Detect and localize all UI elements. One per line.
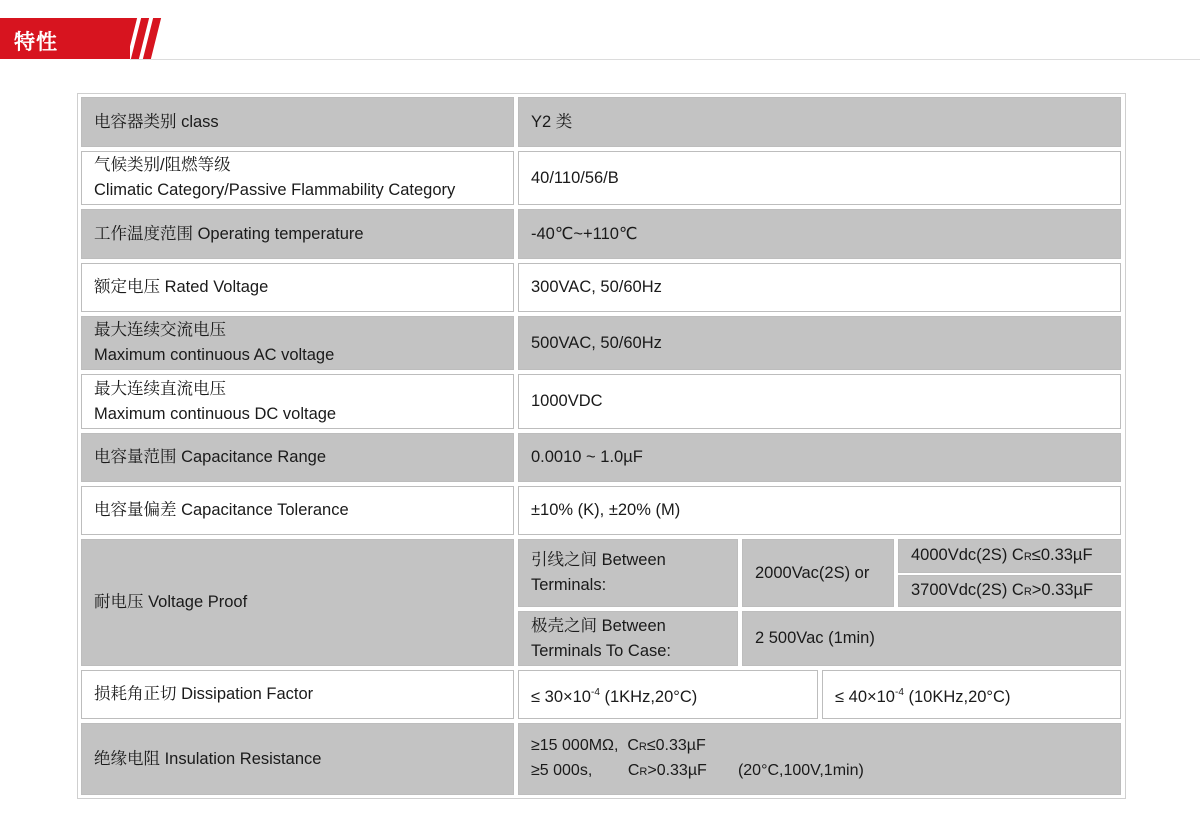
row-max-ac-label: 最大连续交流电压 Maximum continuous AC voltage: [81, 316, 514, 370]
row-max-ac-value: 500VAC, 50/60Hz: [518, 316, 1121, 370]
row-class-label: 电容器类别 class: [81, 97, 514, 147]
row-insulation-value: ≥15 000MΩ, CR≤0.33µF ≥5 000s, CR>0.33µF (20°C,100V,1min): [518, 723, 1121, 795]
row-climatic-label: 气候类别/阻燃等级 Climatic Category/Passive Flammability Category: [81, 151, 514, 205]
voltage-proof-terminals-label: 引线之间 Between Terminals:: [518, 539, 738, 607]
row-climatic-value: 40/110/56/B: [518, 151, 1121, 205]
row-capacitance-range-label: 电容量范围 Capacitance Range: [81, 433, 514, 482]
row-max-dc-value: 1000VDC: [518, 374, 1121, 429]
voltage-proof-option-2: 3700Vdc(2S) CR>0.33µF: [898, 575, 1121, 607]
dissipation-value-1khz: ≤ $30\times 10^{-4}$ (1KHz,20°C): [518, 670, 818, 719]
voltage-proof-terminals-value: 2000Vac(2S) or: [742, 539, 894, 607]
dissipation-value-10khz: ≤ $40\times 10^{-4}$ (10KHz,20°C): [822, 670, 1121, 719]
header-divider: [130, 59, 1200, 60]
row-rated-voltage-value: 300VAC, 50/60Hz: [518, 263, 1121, 312]
section-title: 特性: [14, 30, 58, 54]
row-capacitance-tolerance-label: 电容量偏差 Capacitance Tolerance: [81, 486, 514, 535]
row-dissipation-label: 损耗角正切 Dissipation Factor: [81, 670, 514, 719]
row-temperature-label: 工作温度范围 Operating temperature: [81, 209, 514, 259]
row-capacitance-range-value: 0.0010 ~ 1.0µF: [518, 433, 1121, 482]
row-voltage-proof-label: 耐电压 Voltage Proof: [81, 539, 514, 666]
voltage-proof-option-1: 4000Vdc(2S) CR≤0.33µF: [898, 539, 1121, 573]
row-temperature-value: -40℃~+110℃: [518, 209, 1121, 259]
row-max-dc-label: 最大连续直流电压 Maximum continuous DC voltage: [81, 374, 514, 429]
row-capacitance-tolerance-value: ±10% (K), ±20% (M): [518, 486, 1121, 535]
voltage-proof-case-label: 极壳之间 Between Terminals To Case:: [518, 611, 738, 666]
row-insulation-label: 绝缘电阻 Insulation Resistance: [81, 723, 514, 795]
voltage-proof-case-value: 2 500Vac (1min): [742, 611, 1121, 666]
row-rated-voltage-label: 额定电压 Rated Voltage: [81, 263, 514, 312]
row-class-value: Y2 类: [518, 97, 1121, 147]
